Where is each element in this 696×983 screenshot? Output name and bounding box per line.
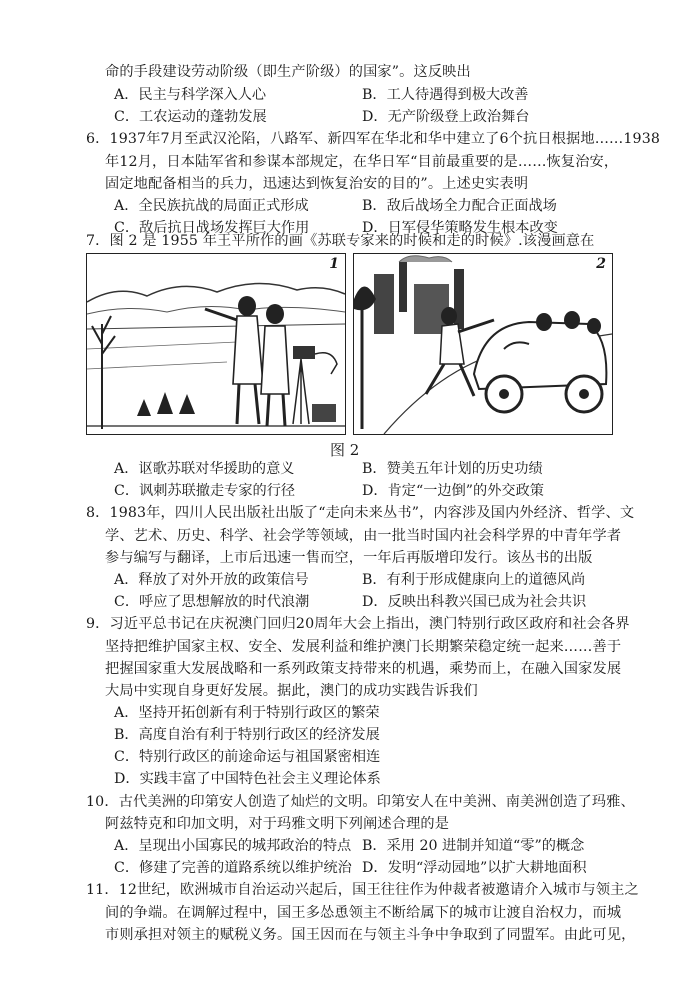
q6-line-2: 年12月，日本陆军省和参谋本部规定，在华日军“目前最重要的是……恢复治安， (105, 154, 619, 170)
q11-line-2: 间的争端。在调解过程中，国王多怂恿领主不断给属下的城市让渡自治权力，而城 (105, 905, 622, 921)
q10-option-a[interactable]: A．呈现出小国寡民的城邦政治的特点 (114, 838, 352, 854)
q9-option-c[interactable]: C．特别行政区的前途命运与祖国紧密相连 (114, 749, 381, 765)
panel-1-drawing (87, 254, 345, 434)
q10-line-1: 10．古代美洲的印第安人创造了灿烂的文明。印第安人在中美洲、南美洲创造了玛雅、 (86, 794, 635, 810)
q5-option-c[interactable]: C．工农运动的蓬勃发展 (114, 109, 267, 125)
q7-option-d[interactable]: D．肯定“一边倒”的外交政策 (362, 483, 544, 499)
figure-caption: 图 2 (330, 441, 360, 459)
q9-line-2: 坚持把维护国家主权、安全、发展利益和维护澳门长期繁荣稳定统一起来……善于 (105, 639, 622, 655)
q7-option-b[interactable]: B．赞美五年计划的历史功绩 (362, 461, 543, 477)
q9-line-1: 9．习近平总书记在庆祝澳门回归20周年大会上指出，澳门特别行政区政府和社会各界 (86, 616, 630, 632)
panel-2-number: 2 (596, 256, 606, 272)
panel-2-drawing (354, 254, 612, 434)
q9-option-b[interactable]: B．高度自治有利于特别行政区的经济发展 (114, 727, 380, 743)
panel-1-number: 1 (329, 256, 339, 272)
q5-line-1: 命的手段建设劳动阶级（即生产阶级）的国家”。这反映出 (105, 64, 471, 80)
q5-option-d[interactable]: D．无产阶级登上政治舞台 (362, 109, 530, 125)
q8-option-d[interactable]: D．反映出科教兴国已成为社会共识 (362, 594, 587, 610)
q9-option-d[interactable]: D．实践丰富了中国特色社会主义理论体系 (114, 771, 381, 787)
q8-line-2: 学、艺术、历史、科学、社会学等领域，由一批当时国内社会科学界的中青年学者 (105, 528, 622, 544)
cartoon-panel-2 (353, 253, 613, 435)
q6-line-1: 6．1937年7月至武汉沦陷，八路军、新四军在华北和华中建立了6个抗日根据地……1938 (86, 131, 661, 147)
q10-line-2: 阿兹特克和印加文明，对于玛雅文明下列阐述合理的是 (105, 816, 450, 832)
q11-line-1: 11．12世纪，欧洲城市自治运动兴起后，国王往往作为仲裁者被邀请介入城市与领主之 (86, 882, 639, 898)
q8-option-c[interactable]: C．呼应了思想解放的时代浪潮 (114, 594, 310, 610)
q9-line-3: 把握国家重大发展战略和一系列政策支持带来的机遇，乘势而上，在融入国家发展 (105, 661, 622, 677)
q8-option-a[interactable]: A．释放了对外开放的政策信号 (114, 572, 309, 588)
q8-line-1: 8．1983年，四川人民出版社出版了“走向未来丛书”，内容涉及国内外经济、哲学、文 (86, 505, 635, 521)
q5-option-a[interactable]: A．民主与科学深入人心 (114, 87, 267, 103)
q6-option-a[interactable]: A．全民族抗战的局面正式形成 (114, 198, 309, 214)
q9-option-a[interactable]: A．坚持开拓创新有利于特别行政区的繁荣 (114, 705, 380, 721)
q10-option-d[interactable]: D．发明“浮动园地”以扩大耕地面积 (362, 860, 587, 876)
q9-line-4: 大局中实现自身更好发展。据此，澳门的成功实践告诉我们 (105, 683, 478, 699)
q6-option-c[interactable]: C．敌后抗日战场发挥巨大作用 (114, 220, 310, 236)
q11-line-3: 市则承担对领主的赋税义务。国王因而在与领主斗争中争取到了同盟军。由此可见， (105, 927, 636, 943)
q6-option-d[interactable]: D．日军侵华策略发生根本改变 (362, 220, 558, 236)
q10-option-c[interactable]: C．修建了完善的道路系统以维护统治 (114, 860, 352, 876)
cartoon-panel-1 (86, 253, 346, 435)
q7-option-a[interactable]: A．讴歌苏联对华援助的意义 (114, 461, 295, 477)
q7-option-c[interactable]: C．讽刺苏联撤走专家的行径 (114, 483, 296, 499)
q8-option-b[interactable]: B．有利于形成健康向上的道德风尚 (362, 572, 586, 588)
q5-option-b[interactable]: B．工人待遇得到极大改善 (362, 87, 529, 103)
q6-option-b[interactable]: B．敌后战场全力配合正面战场 (362, 198, 557, 214)
q8-line-3: 参与编写与翻译，上市后迅速一售而空，一年后再版增印发行。该丛书的出版 (105, 550, 593, 566)
q10-option-b[interactable]: B．采用 20 进制并知道“零”的概念 (362, 838, 585, 854)
q7-line-1: 7．图 2 是 1955 年王平所作的画《苏联专家来的时候和走的时候》.该漫画意在 (86, 233, 595, 249)
q6-line-3: 固定地配备相当的兵力，迅速达到恢复治安的目的”。上述史实表明 (105, 176, 529, 192)
